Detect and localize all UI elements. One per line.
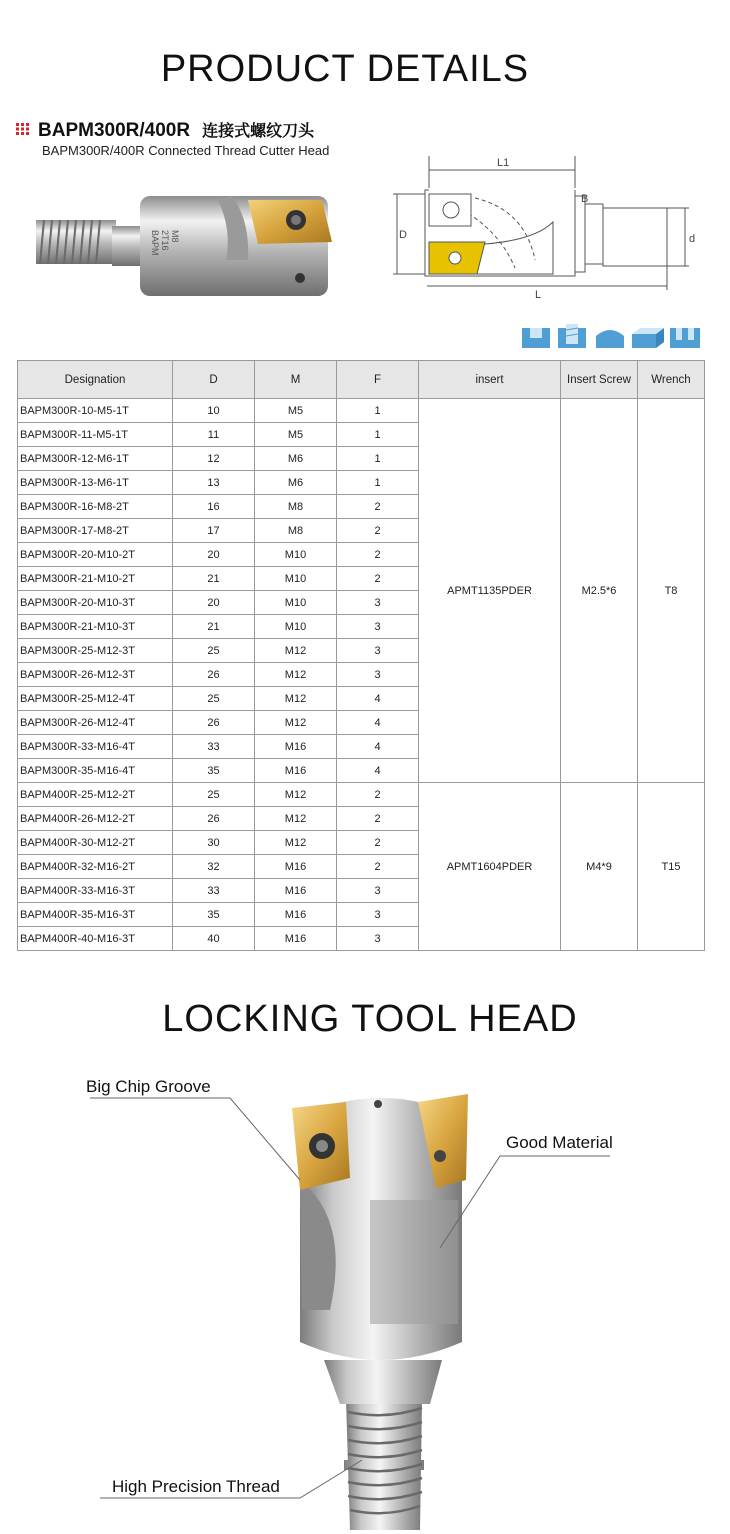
cell-wrench: T8 — [638, 399, 705, 783]
coolant-hole — [374, 1100, 382, 1108]
cell-designation: BAPM400R-33-M16-3T — [18, 879, 173, 903]
cell-m: M12 — [255, 807, 337, 831]
product-name-cn: 连接式螺纹刀头 — [202, 123, 315, 140]
cell-m: M16 — [255, 879, 337, 903]
cell-m: M12 — [255, 639, 337, 663]
col-insert-screw: Insert Screw — [561, 361, 638, 399]
cell-insert-screw: M4*9 — [561, 783, 638, 951]
cell-designation: BAPM300R-25-M12-3T — [18, 639, 173, 663]
cell-m: M12 — [255, 663, 337, 687]
cell-d: 12 — [173, 447, 255, 471]
neck — [324, 1360, 442, 1404]
cell-d: 16 — [173, 495, 255, 519]
cell-f: 4 — [337, 711, 419, 735]
cell-f: 1 — [337, 399, 419, 423]
cell-m: M12 — [255, 831, 337, 855]
spec-table — [17, 360, 705, 951]
cell-d: 17 — [173, 519, 255, 543]
cell-d: 35 — [173, 903, 255, 927]
product-name-en: BAPM300R/400R Connected Thread Cutter Head — [42, 143, 330, 158]
product-code: BAPM300R/400R — [38, 120, 191, 141]
cell-d: 26 — [173, 663, 255, 687]
col-insert: insert — [419, 361, 561, 399]
cell-f: 2 — [337, 567, 419, 591]
cell-d: 40 — [173, 927, 255, 951]
cell-designation: BAPM300R-20-M10-2T — [18, 543, 173, 567]
col-d: D — [173, 361, 255, 399]
cell-f: 2 — [337, 783, 419, 807]
cell-d: 25 — [173, 783, 255, 807]
cell-m: M8 — [255, 519, 337, 543]
cell-d: 21 — [173, 615, 255, 639]
cell-d: 35 — [173, 759, 255, 783]
cell-d: 33 — [173, 735, 255, 759]
cell-f: 3 — [337, 615, 419, 639]
cell-designation: BAPM300R-33-M16-4T — [18, 735, 173, 759]
cell-f: 2 — [337, 831, 419, 855]
cell-m: M12 — [255, 687, 337, 711]
cell-m: M12 — [255, 711, 337, 735]
cell-m: M16 — [255, 759, 337, 783]
cell-designation: BAPM300R-12-M6-1T — [18, 447, 173, 471]
cell-d: 33 — [173, 879, 255, 903]
table-row — [18, 399, 705, 423]
cell-designation: BAPM300R-21-M10-2T — [18, 567, 173, 591]
cell-m: M16 — [255, 855, 337, 879]
cell-f: 4 — [337, 759, 419, 783]
cell-insert-screw: M2.5*6 — [561, 399, 638, 783]
col-designation: Designation — [18, 361, 173, 399]
callout-good-material: Good Material — [506, 1133, 613, 1152]
cell-d: 13 — [173, 471, 255, 495]
svg-text:B: B — [581, 193, 589, 205]
cell-m: M12 — [255, 783, 337, 807]
cell-f: 3 — [337, 591, 419, 615]
cell-d: 10 — [173, 399, 255, 423]
cell-f: 2 — [337, 807, 419, 831]
cell-designation: BAPM400R-40-M16-3T — [18, 927, 173, 951]
cell-designation: BAPM400R-30-M12-2T — [18, 831, 173, 855]
cell-m: M6 — [255, 447, 337, 471]
cell-f: 2 — [337, 543, 419, 567]
table-row — [18, 783, 705, 807]
cell-f: 1 — [337, 423, 419, 447]
cell-d: 25 — [173, 639, 255, 663]
cell-f: 3 — [337, 927, 419, 951]
page-title: PRODUCT DETAILS — [160, 48, 530, 90]
svg-text:BAPM: BAPM — [150, 230, 160, 256]
cell-f: 3 — [337, 903, 419, 927]
technical-drawing — [385, 150, 705, 300]
flat-face — [370, 1200, 458, 1324]
cell-designation: BAPM400R-26-M12-2T — [18, 807, 173, 831]
cell-designation: BAPM300R-26-M12-4T — [18, 711, 173, 735]
cell-designation: BAPM300R-10-M5-1T — [18, 399, 173, 423]
cell-designation: BAPM300R-25-M12-4T — [18, 687, 173, 711]
cell-insert: APMT1604PDER — [419, 783, 561, 951]
col-f: F — [337, 361, 419, 399]
grid-dots-icon — [16, 123, 30, 135]
cell-m: M16 — [255, 927, 337, 951]
slot-milling-icon — [522, 328, 550, 348]
cell-designation: BAPM300R-13-M6-1T — [18, 471, 173, 495]
face-milling-icon — [632, 328, 664, 348]
cell-designation: BAPM300R-17-M8-2T — [18, 519, 173, 543]
profile-milling-icon — [596, 330, 624, 348]
svg-text:L1: L1 — [497, 157, 510, 169]
cell-d: 20 — [173, 591, 255, 615]
cell-m: M6 — [255, 471, 337, 495]
cell-f: 2 — [337, 519, 419, 543]
coolant-hole — [295, 273, 305, 283]
cell-f: 1 — [337, 471, 419, 495]
cell-m: M8 — [255, 495, 337, 519]
cell-wrench: T15 — [638, 783, 705, 951]
cell-f: 3 — [337, 663, 419, 687]
cell-m: M16 — [255, 735, 337, 759]
cell-f: 3 — [337, 879, 419, 903]
callout-thread: High Precision Thread — [112, 1477, 280, 1496]
table-header-row — [18, 361, 705, 399]
cell-m: M5 — [255, 399, 337, 423]
cell-m: M5 — [255, 423, 337, 447]
cell-f: 4 — [337, 687, 419, 711]
cell-d: 26 — [173, 807, 255, 831]
thread-shank — [344, 1400, 424, 1530]
cell-f: 3 — [337, 639, 419, 663]
svg-text:M8: M8 — [170, 230, 180, 243]
cell-d: 26 — [173, 711, 255, 735]
cell-d: 30 — [173, 831, 255, 855]
cell-m: M10 — [255, 591, 337, 615]
cell-designation: BAPM300R-11-M5-1T — [18, 423, 173, 447]
shoulder-milling-icon — [670, 328, 700, 348]
svg-text:L: L — [535, 289, 542, 300]
cell-f: 4 — [337, 735, 419, 759]
locking-head-photo — [0, 1060, 730, 1534]
cell-f: 2 — [337, 855, 419, 879]
application-icons — [520, 322, 705, 350]
thread-shank — [36, 220, 116, 264]
cell-designation: BAPM300R-21-M10-3T — [18, 615, 173, 639]
callout-chip-groove: Big Chip Groove — [86, 1077, 211, 1096]
cell-designation: BAPM400R-25-M12-2T — [18, 783, 173, 807]
thread-milling-icon — [558, 324, 586, 348]
section-title-locking: LOCKING TOOL HEAD — [162, 998, 578, 1040]
cell-d: 25 — [173, 687, 255, 711]
cell-designation: BAPM400R-35-M16-3T — [18, 903, 173, 927]
cell-designation: BAPM300R-20-M10-3T — [18, 591, 173, 615]
col-m: M — [255, 361, 337, 399]
svg-text:2T16: 2T16 — [160, 230, 170, 251]
cell-m: M10 — [255, 543, 337, 567]
cell-m: M16 — [255, 903, 337, 927]
svg-text:D: D — [399, 229, 407, 241]
cell-designation: BAPM300R-26-M12-3T — [18, 663, 173, 687]
cell-f: 1 — [337, 447, 419, 471]
cutter-head-photo — [0, 160, 360, 320]
product-heading — [16, 118, 314, 142]
cell-d: 20 — [173, 543, 255, 567]
cell-d: 32 — [173, 855, 255, 879]
cell-insert: APMT1135PDER — [419, 399, 561, 783]
neck — [112, 226, 144, 266]
cell-designation: BAPM400R-32-M16-2T — [18, 855, 173, 879]
cell-d: 21 — [173, 567, 255, 591]
cell-designation: BAPM300R-35-M16-4T — [18, 759, 173, 783]
col-wrench: Wrench — [638, 361, 705, 399]
cell-designation: BAPM300R-16-M8-2T — [18, 495, 173, 519]
cell-f: 2 — [337, 495, 419, 519]
svg-text:d: d — [689, 233, 696, 245]
cell-d: 11 — [173, 423, 255, 447]
cell-m: M10 — [255, 615, 337, 639]
cell-m: M10 — [255, 567, 337, 591]
